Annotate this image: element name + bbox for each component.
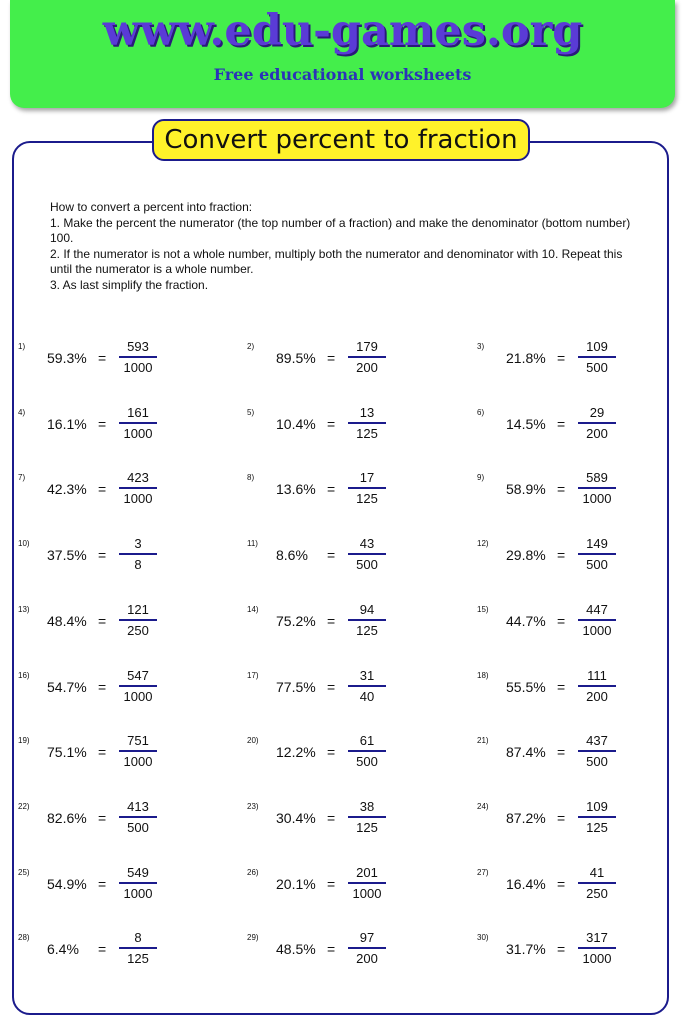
- fraction: [578, 799, 616, 836]
- fraction-bar: [348, 553, 386, 555]
- numerator: 317: [586, 930, 608, 946]
- numerator: 201: [356, 864, 378, 880]
- denominator: 1000: [123, 425, 153, 441]
- percent-value: 8.6%: [276, 547, 308, 564]
- fraction: [578, 536, 616, 573]
- denominator: 1000: [582, 622, 612, 638]
- problem-number: 26): [247, 867, 259, 877]
- denominator: 500: [586, 754, 608, 770]
- problem-item: [18, 597, 238, 647]
- fraction: [578, 470, 616, 507]
- fraction-bar: [578, 356, 616, 358]
- equals-sign: =: [557, 875, 566, 892]
- problem-item: [247, 531, 467, 581]
- denominator: 1000: [123, 360, 153, 375]
- problem-number: 1): [18, 342, 26, 351]
- fraction-bar: [119, 882, 157, 884]
- problem-item: [477, 597, 683, 647]
- fraction-bar: [578, 750, 616, 752]
- denominator: 1000: [123, 688, 153, 704]
- fraction-bar: [119, 487, 157, 489]
- percent-value: 54.9%: [47, 875, 87, 892]
- equals-sign: =: [98, 612, 107, 629]
- percent-value: 29.8%: [506, 547, 546, 564]
- equals-sign: =: [327, 744, 336, 761]
- fraction-bar: [119, 553, 157, 555]
- fraction-bar: [578, 553, 616, 555]
- numerator: 179: [356, 339, 378, 354]
- numerator: 589: [586, 470, 608, 486]
- equals-sign: =: [557, 941, 566, 958]
- numerator: 109: [586, 339, 608, 354]
- denominator: 500: [586, 360, 608, 375]
- problem-number: 9): [477, 473, 485, 483]
- worksheet-title: Convert percent to fraction: [152, 119, 530, 161]
- numerator: 43: [359, 536, 375, 552]
- equals-sign: =: [327, 809, 336, 826]
- numerator: 97: [359, 930, 375, 946]
- equals-sign: =: [98, 744, 107, 761]
- numerator: 111: [587, 667, 607, 683]
- numerator: 8: [134, 930, 142, 946]
- fraction: [348, 799, 386, 836]
- problem-item: [18, 794, 238, 844]
- denominator: 1000: [123, 491, 153, 507]
- denominator: 40: [359, 688, 375, 704]
- problem-item: [18, 925, 238, 975]
- instruction-line: 3. As last simplify the fraction.: [50, 277, 209, 292]
- problem-number: 18): [477, 670, 489, 680]
- problem-item: [477, 663, 683, 713]
- problem-number: 29): [247, 933, 259, 943]
- fraction: [119, 536, 157, 573]
- denominator: 125: [127, 951, 149, 967]
- percent-value: 21.8%: [506, 350, 546, 366]
- percent-value: 14.5%: [506, 415, 546, 432]
- fraction: [119, 339, 157, 376]
- equals-sign: =: [557, 547, 566, 564]
- equals-sign: =: [557, 481, 566, 498]
- fraction: [578, 930, 616, 967]
- percent-value: 58.9%: [506, 481, 546, 498]
- denominator: 125: [356, 425, 378, 441]
- problem-item: [477, 860, 683, 910]
- problem-number: 21): [477, 736, 489, 746]
- percent-value: 42.3%: [47, 481, 87, 498]
- fraction: [348, 930, 386, 967]
- problem-number: 8): [247, 473, 255, 483]
- fraction: [578, 339, 616, 376]
- fraction: [119, 733, 157, 770]
- numerator: 38: [359, 798, 375, 814]
- numerator: 29: [589, 404, 605, 420]
- denominator: 200: [586, 425, 608, 441]
- denominator: 1000: [352, 885, 382, 901]
- denominator: 125: [356, 491, 378, 507]
- fraction-bar: [578, 422, 616, 424]
- problem-number: 13): [18, 604, 30, 614]
- problem-number: 4): [18, 407, 26, 417]
- percent-value: 82.6%: [47, 809, 87, 826]
- equals-sign: =: [98, 809, 107, 826]
- equals-sign: =: [557, 612, 566, 629]
- problem-item: [477, 334, 683, 384]
- denominator: 1000: [123, 754, 153, 770]
- numerator: 447: [586, 601, 608, 617]
- fraction: [119, 930, 157, 967]
- fraction-bar: [348, 882, 386, 884]
- problem-number: 24): [477, 801, 489, 811]
- numerator: 423: [127, 470, 149, 486]
- problem-number: 11): [247, 539, 258, 549]
- fraction-bar: [348, 685, 386, 687]
- numerator: 41: [589, 864, 605, 880]
- equals-sign: =: [557, 678, 566, 695]
- problem-item: [477, 925, 683, 975]
- fraction-bar: [578, 685, 616, 687]
- fraction: [348, 668, 386, 705]
- problem-item: [18, 860, 238, 910]
- equals-sign: =: [98, 941, 107, 958]
- problem-item: [18, 334, 238, 384]
- fraction: [348, 405, 386, 442]
- denominator: 500: [586, 557, 608, 573]
- fraction-bar: [578, 619, 616, 621]
- problem-number: 25): [18, 867, 30, 877]
- equals-sign: =: [327, 612, 336, 629]
- percent-value: 87.4%: [506, 744, 546, 761]
- problem-item: [18, 400, 238, 450]
- fraction: [119, 668, 157, 705]
- problem-item: [247, 597, 467, 647]
- fraction-bar: [119, 750, 157, 752]
- problem-number: 19): [18, 736, 30, 746]
- problem-number: 27): [477, 867, 489, 877]
- problem-number: 15): [477, 604, 489, 614]
- problem-item: [477, 400, 683, 450]
- fraction: [348, 865, 386, 902]
- equals-sign: =: [557, 809, 566, 826]
- fraction-bar: [578, 882, 616, 884]
- fraction-bar: [578, 947, 616, 949]
- denominator: 250: [127, 622, 149, 638]
- problem-number: 12): [477, 539, 489, 549]
- problem-item: [18, 465, 238, 515]
- fraction: [348, 470, 386, 507]
- denominator: 125: [586, 819, 608, 835]
- problem-grid: [0, 334, 683, 994]
- problem-item: [477, 531, 683, 581]
- site-subtitle: Free educational worksheets: [213, 65, 472, 84]
- instruction-line: 1. Make the percent the numerator (the top number of a fraction) and make the denominator (bottom number) 100.: [50, 215, 631, 246]
- fraction-bar: [119, 422, 157, 424]
- equals-sign: =: [98, 678, 107, 695]
- percent-value: 37.5%: [47, 547, 87, 564]
- numerator: 109: [586, 798, 608, 814]
- equals-sign: =: [98, 415, 107, 432]
- fraction-bar: [348, 422, 386, 424]
- fraction: [119, 865, 157, 902]
- fraction-bar: [119, 685, 157, 687]
- percent-value: 75.2%: [276, 612, 316, 629]
- percent-value: 16.4%: [506, 875, 546, 892]
- problem-number: 14): [247, 604, 259, 614]
- numerator: 751: [127, 733, 149, 749]
- fraction-bar: [348, 487, 386, 489]
- denominator: 200: [356, 951, 378, 967]
- problem-number: 7): [18, 473, 26, 483]
- equals-sign: =: [327, 415, 336, 432]
- equals-sign: =: [327, 875, 336, 892]
- numerator: 31: [359, 667, 375, 683]
- percent-value: 89.5%: [276, 350, 316, 366]
- equals-sign: =: [327, 350, 336, 366]
- percent-value: 6.4%: [47, 941, 79, 958]
- problem-item: [18, 728, 238, 778]
- denominator: 500: [127, 819, 149, 835]
- fraction-bar: [348, 816, 386, 818]
- numerator: 437: [586, 733, 608, 749]
- problem-number: 22): [18, 801, 30, 811]
- fraction-bar: [578, 487, 616, 489]
- denominator: 1000: [582, 951, 612, 967]
- percent-value: 54.7%: [47, 678, 87, 695]
- site-header: [10, 0, 675, 108]
- equals-sign: =: [557, 350, 566, 366]
- problem-item: [247, 663, 467, 713]
- numerator: 121: [127, 601, 149, 617]
- fraction: [578, 668, 616, 705]
- problem-item: [18, 531, 238, 581]
- percent-value: 12.2%: [276, 744, 316, 761]
- numerator: 61: [359, 733, 375, 749]
- denominator: 125: [356, 819, 378, 835]
- fraction-bar: [119, 947, 157, 949]
- equals-sign: =: [327, 481, 336, 498]
- percent-value: 16.1%: [47, 415, 87, 432]
- problem-item: [247, 400, 467, 450]
- percent-value: 48.4%: [47, 612, 87, 629]
- instructions: [50, 200, 640, 294]
- denominator: 8: [134, 557, 142, 573]
- problem-item: [247, 794, 467, 844]
- percent-value: 30.4%: [276, 809, 316, 826]
- denominator: 125: [356, 622, 378, 638]
- fraction: [119, 799, 157, 836]
- denominator: 200: [586, 688, 608, 704]
- problem-number: 5): [247, 407, 255, 417]
- problem-number: 10): [18, 539, 30, 549]
- percent-value: 59.3%: [47, 350, 87, 366]
- fraction-bar: [119, 356, 157, 358]
- numerator: 549: [127, 864, 149, 880]
- equals-sign: =: [327, 678, 336, 695]
- numerator: 17: [359, 470, 375, 486]
- equals-sign: =: [98, 350, 107, 366]
- fraction: [119, 602, 157, 639]
- percent-value: 75.1%: [47, 744, 87, 761]
- fraction-bar: [348, 619, 386, 621]
- problem-number: 16): [18, 670, 30, 680]
- equals-sign: =: [557, 415, 566, 432]
- problem-number: 17): [247, 670, 259, 680]
- fraction-bar: [119, 816, 157, 818]
- equals-sign: =: [327, 547, 336, 564]
- fraction: [348, 339, 386, 376]
- numerator: 593: [127, 339, 149, 354]
- problem-number: 23): [247, 801, 259, 811]
- site-title[interactable]: www.edu-games.org: [102, 6, 583, 56]
- problem-item: [247, 465, 467, 515]
- problem-number: 6): [477, 407, 485, 417]
- percent-value: 13.6%: [276, 481, 316, 498]
- fraction-bar: [348, 750, 386, 752]
- percent-value: 77.5%: [276, 678, 316, 695]
- percent-value: 48.5%: [276, 941, 316, 958]
- problem-number: 30): [477, 933, 489, 943]
- percent-value: 44.7%: [506, 612, 546, 629]
- problem-number: 2): [247, 342, 255, 351]
- fraction-bar: [348, 947, 386, 949]
- numerator: 547: [127, 667, 149, 683]
- denominator: 500: [356, 557, 378, 573]
- equals-sign: =: [98, 481, 107, 498]
- percent-value: 87.2%: [506, 809, 546, 826]
- fraction: [348, 733, 386, 770]
- fraction: [578, 865, 616, 902]
- fraction: [578, 602, 616, 639]
- percent-value: 10.4%: [276, 415, 316, 432]
- fraction-bar: [578, 816, 616, 818]
- problem-item: [477, 728, 683, 778]
- numerator: 3: [134, 536, 142, 552]
- problem-number: 28): [18, 933, 30, 943]
- fraction: [119, 405, 157, 442]
- percent-value: 31.7%: [506, 941, 546, 958]
- fraction: [348, 602, 386, 639]
- problem-item: [477, 794, 683, 844]
- instruction-line: 2. If the numerator is not a whole number, multiply both the numerator and denominator with 10. Repeat this until the numerator is a whole number.: [50, 246, 623, 277]
- equals-sign: =: [557, 744, 566, 761]
- fraction: [119, 470, 157, 507]
- percent-value: 20.1%: [276, 875, 316, 892]
- equals-sign: =: [98, 875, 107, 892]
- problem-item: [247, 860, 467, 910]
- denominator: 500: [356, 754, 378, 770]
- problem-number: 3): [477, 342, 485, 351]
- equals-sign: =: [327, 941, 336, 958]
- problem-number: 20): [247, 736, 259, 746]
- numerator: 161: [127, 404, 149, 420]
- problem-item: [247, 925, 467, 975]
- numerator: 13: [359, 404, 375, 420]
- numerator: 149: [586, 536, 608, 552]
- problem-item: [477, 465, 683, 515]
- denominator: 200: [356, 360, 378, 375]
- percent-value: 55.5%: [506, 678, 546, 695]
- fraction: [578, 733, 616, 770]
- fraction: [348, 536, 386, 573]
- denominator: 250: [586, 885, 608, 901]
- denominator: 1000: [582, 491, 612, 507]
- problem-item: [18, 663, 238, 713]
- fraction: [578, 405, 616, 442]
- equals-sign: =: [98, 547, 107, 564]
- problem-item: [247, 728, 467, 778]
- fraction-bar: [348, 356, 386, 358]
- numerator: 94: [359, 601, 375, 617]
- numerator: 413: [127, 798, 149, 814]
- instruction-line: How to convert a percent into fraction:: [50, 200, 253, 214]
- denominator: 1000: [123, 885, 153, 901]
- problem-item: [247, 334, 467, 384]
- fraction-bar: [119, 619, 157, 621]
